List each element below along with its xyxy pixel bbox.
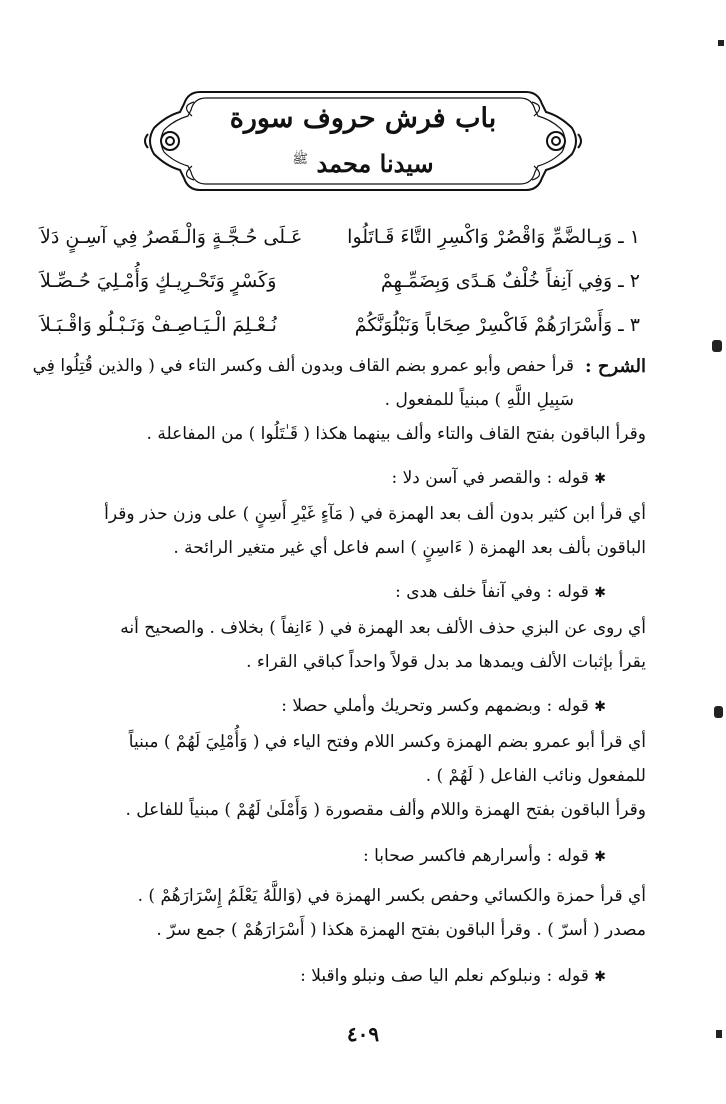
verse-1-second-hemistich: عَـلَى حُـجَّـةٍ وَالْـقَصرُ فِي آسِـنٍ دَلاَ bbox=[40, 226, 303, 248]
poem-verses bbox=[40, 222, 640, 354]
heading-3-text: قوله : وفي آنفاً خلف هدى : bbox=[395, 582, 589, 602]
para4-line2: للمفعول ونائب الفاعل ( لَهُمْ ) . bbox=[425, 766, 646, 786]
commentary-label: الشرح : bbox=[584, 356, 646, 377]
verse-3-second-hemistich: نُـعْـلِمَ الْـيَـاصِـفْ وَنَـبْـلُو وَاقْـبَـلاَ bbox=[40, 314, 277, 336]
margin-mark bbox=[714, 706, 723, 718]
verse-2 bbox=[40, 266, 640, 310]
verse-3-first-hemistich: ٣ ـ وَأَسْرَارَهُمْ فَاكْسِرْ صِحَاباً وَنَبْلُوَنَّكُمْ bbox=[354, 314, 640, 336]
para3-line1: أي روى عن البزي حذف الألف بعد الهمزة في ( ءَانِفاً ) بخلاف . والصحيح أنه bbox=[120, 618, 646, 638]
heading-2 bbox=[391, 468, 606, 488]
star-bullet-icon: ✱ bbox=[594, 585, 606, 601]
heading-5 bbox=[363, 846, 606, 866]
margin-mark bbox=[712, 340, 722, 352]
title-line-1: باب فرش حروف سورة bbox=[229, 103, 497, 134]
commentary-label-line bbox=[585, 356, 646, 377]
star-bullet-icon: ✱ bbox=[594, 699, 606, 715]
heading-2-text: قوله : والقصر في آسن دلا : bbox=[391, 468, 589, 488]
para4-line3: وقرأ الباقون بفتح الهمزة واللام وألف مقصورة ( وَأَمْلَىٰ لَهُمْ ) مبنياً للفاعل . bbox=[125, 800, 646, 820]
verse-1-first-hemistich: ١ ـ وَبِـالضَّمِّ وَاقْصُرْ وَاكْسِرِ التَّاءَ قَـاتَلُوا bbox=[347, 226, 640, 248]
star-bullet-icon: ✱ bbox=[594, 849, 606, 865]
page-number: ٤٠٩ bbox=[346, 1022, 380, 1046]
chapter-title bbox=[180, 98, 546, 188]
heading-5-text: قوله : وأسرارهم فاكسر صحابا : bbox=[362, 846, 589, 866]
para1-line2: سَبِيلِ اللَّهِ ) مبنياً للمفعول . bbox=[384, 390, 574, 410]
title-line-2 bbox=[180, 140, 546, 184]
star-bullet-icon: ✱ bbox=[594, 471, 606, 487]
heading-6-text: قوله : ونبلوكم نعلم اليا صف ونبلو واقبلا : bbox=[300, 966, 589, 986]
commentary bbox=[32, 356, 646, 1016]
verse-3 bbox=[40, 310, 640, 354]
margin-mark bbox=[716, 1030, 722, 1038]
para2-line2: الباقون بألف بعد الهمزة ( ءَاسِنٍ ) اسم فاعل أي غير متغير الرائحة . bbox=[173, 538, 646, 558]
heading-6 bbox=[300, 966, 606, 986]
verse-1 bbox=[40, 222, 640, 266]
para3-line2: يقرأ بإثبات الألف ويمدها مد بدل قولاً واحداً كباقي القراء . bbox=[246, 652, 646, 672]
star-bullet-icon: ✱ bbox=[594, 969, 606, 985]
title-line-2-text: سيدنا محمد bbox=[316, 149, 434, 178]
para2-line1: أي قرأ ابن كثير بدون ألف بعد الهمزة في ( مَآءٍ غَيْرِ أَسِنٍ ) على وزن حذر وقرأ bbox=[104, 504, 646, 524]
verse-2-first-hemistich: ٢ ـ وَفِي آنِفاً خُلْفٌ هَـدًى وَبِضَمِّـهِمْ bbox=[380, 270, 640, 292]
heading-4 bbox=[281, 696, 606, 716]
para1-line1: قرأ حفص وأبو عمرو بضم القاف وبدون ألف وكسر التاء في ( والذين قُتِلُوا فِي bbox=[32, 356, 574, 376]
heading-3 bbox=[395, 582, 606, 602]
para1-line3: وقرأ الباقون بفتح القاف والتاء وألف بينهما هكذا ( قَـٰتَلُوا ) من المفاعلة . bbox=[146, 424, 646, 444]
para5-line1: أي قرأ حمزة والكسائي وحفص بكسر الهمزة في (وَاللَّهُ يَعْلَمُ إِسْرَارَهُمْ ) . bbox=[137, 886, 646, 906]
para5-line2: مصدر ( أسرّ ) . وقرأ الباقون بفتح الهمزة هكذا ( أَسْرَارَهُمْ ) جمع سرّ . bbox=[156, 920, 646, 940]
para4-line1: أي قرأ أبو عمرو بضم الهمزة وكسر اللام وفتح الياء في ( وَأُمْلِيَ لَهُمْ ) مبنياً bbox=[128, 732, 646, 752]
honorific-mark: ﷺ bbox=[292, 152, 309, 167]
verse-2-second-hemistich: وَكَسْرٍ وَتَحْـرِيـكٍ وَأُمْـلِيَ حُـصِّـلاَ bbox=[40, 270, 277, 292]
margin-mark bbox=[718, 40, 724, 46]
heading-4-text: قوله : وبضمهم وكسر وتحريك وأملي حصلا : bbox=[281, 696, 589, 716]
